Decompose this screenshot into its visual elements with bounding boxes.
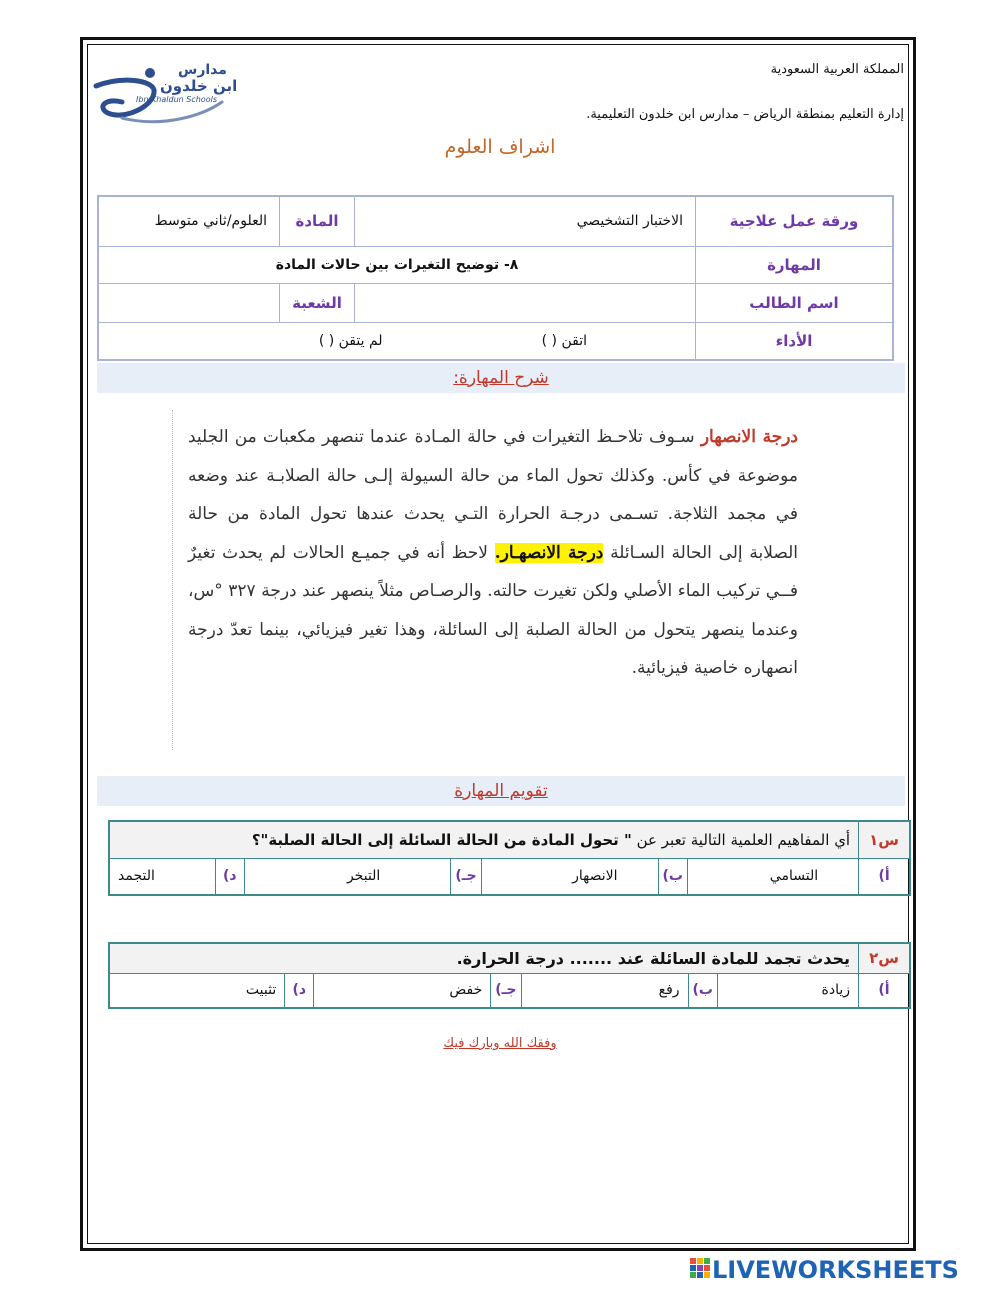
worksheet-label: ورقة عمل علاجية [696,196,894,246]
performance-cell [98,322,696,360]
q1-option-b-letter: ب) [658,858,687,895]
mastered-option[interactable]: اتقن ( ) [541,332,587,349]
question-1-number: س١ [859,821,910,858]
worksheet-value: الاختبار التشخيصي [355,196,696,246]
explanation-paragraph [188,418,798,688]
highlight-melting-point: درجة الانصهـار. [494,542,604,563]
q2-option-b[interactable]: رفع [521,973,688,1008]
explain-band [97,363,905,393]
liveworksheets-text: LIVEWORKSHEETS [712,1256,959,1284]
kingdom-text: المملكة العربية السعودية [770,62,904,77]
q1-option-d-letter: د) [215,858,244,895]
q1-option-c-letter: جـ) [451,858,481,895]
q2-option-d-letter: د) [285,973,314,1008]
supervision-title: اشراف العلوم [444,136,556,158]
skill-value: ٨- توضيح التغيرات بين حالات المادة [98,246,696,283]
q1-option-a[interactable]: التسامي [687,858,858,895]
student-name-field[interactable] [355,283,696,322]
liveworksheets-watermark [690,1256,990,1288]
question-2-stem [109,943,859,973]
section-field[interactable] [98,283,280,322]
explain-part1: سـوف تلاحـظ التغيرات في حالة المـادة عندما تنصهر مكعبات من الجليد موضوعة في كأس. وكذلك تحول الماء من حالة السيولة إلـى حالة الصلابـة عند وضعه في مجمد الثلاجة. تسـمى درجـة الحرارة التـي يحدث عندها تحول المادة من حالة الصلابة إلى الحالة السـائلة [188,427,799,563]
q2-option-c-letter: جـ) [491,973,521,1008]
question-1-stem [109,821,859,858]
logo-english: Ibn Khaldun Schools [136,95,217,104]
q2-option-a[interactable]: زيادة [718,973,859,1008]
q1-option-b[interactable]: الانصهار [481,858,658,895]
q1-option-a-letter: أ) [859,858,910,895]
assessment-band [97,776,905,806]
closing-blessing: وفقك الله وبارك فيك [443,1036,557,1051]
explain-title: شرح المهارة: [453,368,549,388]
paragraph-rule [172,410,173,750]
worksheet-info-table [97,195,894,361]
question-1-table [108,820,911,896]
q2-option-c[interactable]: خفض [314,973,491,1008]
question-2-table [108,942,911,1009]
q1-option-c[interactable]: التبخر [244,858,451,895]
school-logo [92,62,242,128]
logo-line2: ابن خلدون [160,77,238,95]
question-1-stem-bold: " تحول المادة من الحالة السائلة إلى الحالة الصلبة"؟ [251,830,632,849]
subject-label: المادة [280,196,355,246]
q2-option-b-letter: ب) [688,973,717,1008]
assessment-title: تقويم المهارة [454,781,548,801]
section-label: الشعبة [280,283,355,322]
liveworksheets-logo-icon [690,1258,710,1284]
q2-option-d[interactable]: تثبيت [109,973,285,1008]
not-mastered-option[interactable]: لم يتقن ( ) [318,332,383,349]
subject-value: العلوم/ثاني متوسط [98,196,280,246]
explain-part2: لاحظ أنه في جميـع الحالات لم يحدث تغيرٌ فــي تركيب الماء الأصلي ولكن تغيرت حالته. والرصـاص مثلاً ينصهر عند درجة ٣٢٧ °س، وعندما ينصهر يتحول من الحالة الصلبة إلى السائلة، وهذا تغير فيزيائي، بينما تعدّ درجة انصهاره خاصية فيزيائية. [188,542,798,678]
question-2-stem-bold: يحدث تجمد للمادة السائلة عند ....... درجة الحرارة. [456,948,850,968]
skill-label: المهارة [696,246,894,283]
logo-line1: مدارس [178,62,227,78]
student-name-label: اسم الطالب [696,283,894,322]
performance-label: الأداء [696,322,894,360]
q1-option-d[interactable]: التجمد [109,858,215,895]
question-1-stem-prefix: أي المفاهيم العلمية التالية تعبر عن [631,830,851,849]
q2-option-a-letter: أ) [859,973,911,1008]
keyword-melting-point: درجة الانصهار [700,427,798,447]
administration-text: إدارة التعليم بمنطقة الرياض – مدارس ابن خلدون التعليمية. [586,107,904,122]
question-2-number: س٢ [859,943,911,973]
